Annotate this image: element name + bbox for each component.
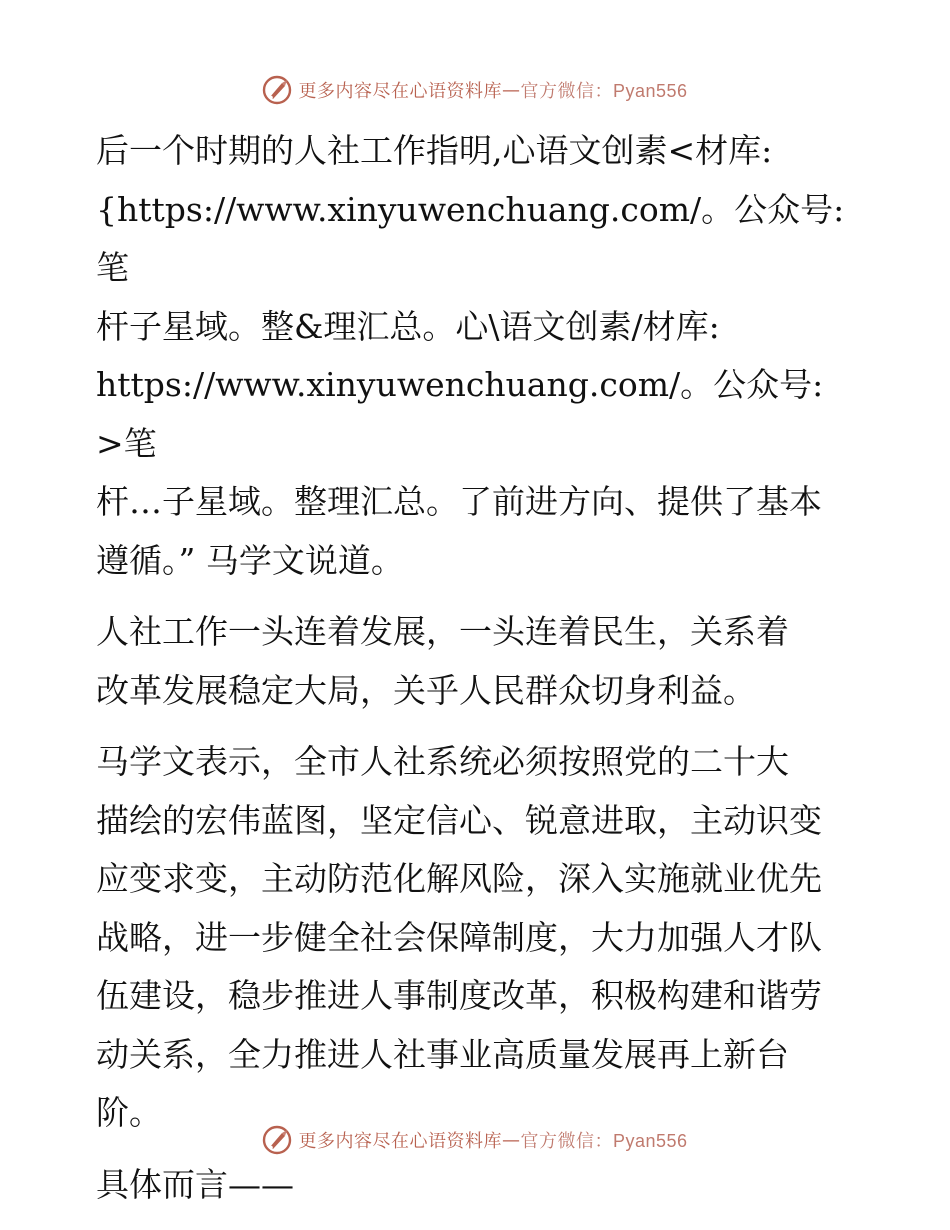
watermark-separator: — [501,79,521,101]
watermark-label: 更多内容尽在心语资料库 [298,81,502,102]
paragraph-4: 具体而言—— [96,1164,294,1204]
watermark-label: 更多内容尽在心语资料库 [298,1131,502,1152]
footer-watermark [0,1120,950,1160]
quill-pen-logo-icon [262,75,292,105]
document-body [96,122,856,1214]
watermark-separator: — [501,1129,521,1151]
paragraph-2: 人社工作一头连着发展，一头连着民生，关系着 改革发展稳定大局，关乎人民群众切身利益。 [96,612,789,710]
quill-pen-logo-icon [262,1125,292,1155]
watermark-contact: 官方微信：Pyan556 [520,81,688,101]
header-watermark [0,70,950,110]
paragraph-3: 马学文表示，全市人社系统必须按照党的二十大 描绘的宏伟蓝图，坚定信心、锐意进取，主动识变 应变求变，主动防范化解风险，深入实施就业优先 战略，进一步健全社会保障制度，大力加强人才队 伍建设，稳步推进人事制度改革，积极构建和谐劳 动关系，全力推进人社事业高质量发展再上新台 阶。 [96,742,822,1132]
watermark-contact: 官方微信：Pyan556 [520,1131,688,1151]
paragraph-1: 后一个时期的人社工作指明,心语文创素<材库: {https://www.xinyuwenchuang.com/。公众号: 笔 杆子星域。整&理汇总。心\语文创素/材库: https://www.xinyuwenchuang.com/。公众号: >笔 杆…子星域。整理汇总。了前进方向、提供了基本 遵循。” 马学文说道。 [96,131,845,580]
